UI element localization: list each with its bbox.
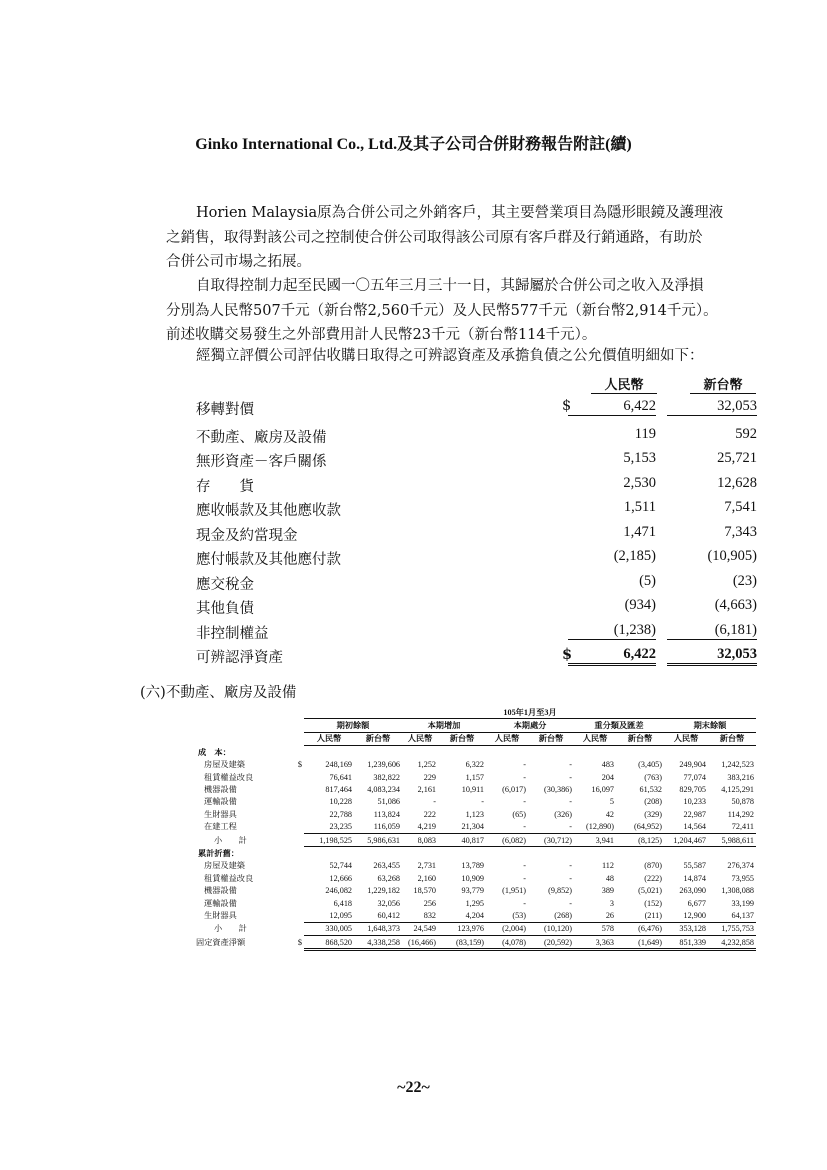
table-cell: 32,056 [377, 898, 400, 908]
table-cell: 383,216 [727, 772, 754, 782]
table-cell: 33,199 [731, 898, 754, 908]
value-twd: (6,181) [667, 622, 757, 640]
table-cell: 50,878 [731, 797, 754, 807]
table-cell: 1,242,523 [721, 760, 754, 770]
table-cell: 3,941 [574, 833, 616, 846]
value-twd: 12,628 [717, 475, 757, 491]
subcolumn-header: 人民幣 [402, 732, 438, 745]
row-label: 可辨認淨資產 [196, 650, 283, 666]
subcolumn-header: 人民幣 [574, 732, 616, 745]
table-cell: (53) [486, 909, 528, 922]
table-cell: 4,232,858 [708, 936, 756, 950]
table-cell: 832 [402, 909, 438, 922]
value-rmb: 6,422 [568, 398, 656, 416]
table-cell: 276,374 [727, 861, 754, 871]
table-cell: (268) [528, 909, 574, 922]
value-twd: 25,721 [717, 450, 757, 466]
table-cell: 2,731 [417, 861, 436, 871]
allocation-row [0, 426, 827, 450]
table-cell: (329) [644, 809, 662, 819]
value-rmb: 2,530 [623, 475, 656, 491]
allocation-row [0, 475, 827, 499]
table-cell: 12,900 [664, 909, 708, 922]
table-cell: 4,338,258 [354, 936, 402, 950]
table-row [196, 884, 756, 896]
table-cell: 1,308,088 [721, 886, 754, 896]
table-cell: 249,904 [679, 760, 706, 770]
currency-symbol [292, 897, 304, 909]
table-cell: 123,976 [438, 922, 486, 935]
currency-symbol [292, 922, 304, 935]
table-cell: 21,304 [438, 821, 486, 834]
ppe-table [196, 706, 756, 951]
table-cell: - [523, 898, 526, 908]
row-label: 小 計 [214, 835, 247, 845]
allocation-row [0, 398, 827, 422]
table-cell: - [523, 861, 526, 871]
table-cell: 817,464 [325, 785, 352, 795]
currency-symbol [292, 884, 304, 896]
row-label: 機器設備 [204, 785, 237, 795]
value-rmb: (1,238) [568, 622, 656, 640]
value-twd: 7,343 [724, 524, 757, 540]
table-cell: 116,059 [354, 821, 402, 834]
table-cell: - [569, 797, 572, 807]
row-label: 房屋及建築 [204, 861, 245, 871]
table-cell: 5,988,611 [708, 833, 756, 846]
table-cell: - [523, 873, 526, 883]
table-cell: 1,198,525 [304, 833, 354, 846]
section-label-row [196, 847, 756, 860]
currency-symbol: $ [297, 938, 302, 948]
row-label: 其他負債 [196, 601, 254, 617]
table-cell: 4,125,291 [721, 785, 754, 795]
table-cell: 13,789 [461, 861, 484, 871]
table-cell: 4,083,234 [367, 785, 400, 795]
currency-symbol [292, 808, 304, 820]
table-cell: 10,228 [329, 797, 352, 807]
table-cell: 22,788 [329, 809, 352, 819]
table-cell: 51,086 [377, 797, 400, 807]
table-cell: 4,219 [402, 821, 438, 834]
table-cell: 4,204 [438, 909, 486, 922]
subcolumn-header: 人民幣 [304, 732, 354, 745]
table-cell: 16,097 [591, 785, 614, 795]
subcolumn-header: 新台幣 [438, 732, 486, 745]
text-line: 經獨立評價公司評估收購日取得之可辨認資產及承擔負債之公允價值明細如下： [196, 348, 704, 364]
value-twd: 32,053 [667, 646, 757, 666]
period-header: 105年1月至3月 [304, 706, 756, 719]
currency-symbol [292, 783, 304, 795]
value-rmb: 6,422 [568, 646, 656, 666]
currency-symbol [292, 821, 304, 834]
allocation-row [0, 450, 827, 474]
section-title: (六)不動產、廠房及設備 [140, 685, 297, 701]
table-cell: 1,648,373 [354, 922, 402, 935]
group-header: 本期處分 [486, 719, 574, 732]
table-cell: 114,292 [727, 809, 754, 819]
table-cell: 382,822 [373, 772, 400, 782]
table-row [196, 821, 756, 834]
currency-symbol [292, 860, 304, 872]
page-title: Ginko International Co., Ltd.及其子公司合併財務報告附註(續) [195, 136, 632, 153]
currency-symbol: $ [562, 646, 573, 663]
table-cell: 330,005 [304, 922, 354, 935]
table-cell: (1,649) [616, 936, 664, 950]
table-cell: 353,128 [664, 922, 708, 935]
table-cell: - [481, 797, 484, 807]
subcolumn-header: 新台幣 [616, 732, 664, 745]
table-cell: - [523, 772, 526, 782]
row-label: 無形資產－客戶關係 [196, 454, 327, 470]
value-rmb: (5) [639, 573, 656, 589]
value-twd: (4,663) [714, 597, 757, 613]
text-line: 之銷售，取得對該公司之控制使合併公司取得該公司原有客戶群及行銷通路，有助於 [166, 229, 703, 246]
table-cell: (5,021) [638, 886, 662, 896]
table-cell: 64,137 [708, 909, 756, 922]
subcolumn-header: 人民幣 [486, 732, 528, 745]
row-label: 房屋及建築 [204, 760, 245, 770]
table-cell: 6,677 [687, 898, 706, 908]
table-cell: (152) [644, 898, 662, 908]
text-line: 分別為人民幣507千元（新台幣2,560千元）及人民幣577千元（新台幣2,914千元）。 [166, 302, 718, 319]
value-twd: 32,053 [667, 398, 757, 416]
table-cell: 868,520 [304, 936, 354, 950]
table-cell: (20,592) [528, 936, 574, 950]
table-cell: - [523, 760, 526, 770]
group-header: 本期增加 [402, 719, 486, 732]
row-label: 租賃權益改良 [204, 772, 254, 782]
subtotal-row [196, 922, 756, 935]
table-cell: 1,239,606 [367, 760, 400, 770]
value-twd: 7,541 [724, 499, 757, 515]
row-label: 非控制權益 [196, 626, 269, 642]
table-cell: (30,386) [544, 785, 572, 795]
page-number: ~22~ [397, 1079, 430, 1096]
allocation-row [0, 524, 827, 548]
table-cell: 1,123 [465, 809, 484, 819]
table-cell: (12,890) [574, 821, 616, 834]
row-label: 運輸設備 [204, 898, 237, 908]
row-label: 應付帳款及其他應付款 [196, 552, 341, 568]
table-cell: - [569, 772, 572, 782]
value-rmb: 1,511 [623, 499, 656, 515]
table-cell: 222 [423, 809, 436, 819]
table-cell: 10,909 [461, 873, 484, 883]
table-cell: (211) [616, 909, 664, 922]
row-label: 小 計 [214, 924, 247, 934]
group-label: 累計折舊： [198, 848, 239, 858]
table-cell: 18,570 [413, 886, 436, 896]
table-cell: 77,074 [683, 772, 706, 782]
table-cell: (8,125) [616, 833, 664, 846]
row-label: 生財器具 [204, 809, 237, 819]
currency-symbol [292, 771, 304, 783]
table-cell: 55,587 [683, 861, 706, 871]
row-label: 運輸設備 [204, 797, 237, 807]
table-cell: - [569, 861, 572, 871]
table-cell: 248,169 [325, 760, 352, 770]
currency-symbol: $ [562, 398, 572, 414]
text-line: 合併公司市場之拓展。 [166, 254, 311, 270]
table-cell: (6,082) [486, 833, 528, 846]
row-label: 應交稅金 [196, 577, 254, 593]
table-cell: 8,083 [402, 833, 438, 846]
section-label-row [196, 746, 756, 759]
group-label: 成 本： [198, 747, 231, 757]
text-line: Horien Malaysia原為合併公司之外銷客戶，其主要營業項目為隱形眼鏡及護理液 [196, 205, 724, 221]
value-rmb: (934) [624, 597, 656, 613]
table-cell: 93,779 [461, 886, 484, 896]
table-cell: 578 [574, 922, 616, 935]
group-header: 期末餘額 [664, 719, 756, 732]
table-cell: 76,641 [329, 772, 352, 782]
table-cell: 1,295 [465, 898, 484, 908]
paragraph-valuation [166, 344, 766, 369]
row-label: 機器設備 [204, 886, 237, 896]
allocation-row [0, 597, 827, 621]
table-row [196, 783, 756, 795]
value-twd: 592 [735, 426, 757, 442]
table-cell: 246,082 [325, 886, 352, 896]
table-row [196, 796, 756, 808]
row-label: 生財器具 [204, 911, 237, 921]
row-label: 租賃權益改良 [204, 873, 254, 883]
table-cell: 263,090 [679, 886, 706, 896]
table-row [196, 909, 756, 922]
table-cell: 829,705 [679, 785, 706, 795]
table-cell: 24,549 [402, 922, 438, 935]
table-cell: 1,252 [417, 760, 436, 770]
value-twd: (10,905) [707, 548, 757, 564]
table-cell: 40,817 [438, 833, 486, 846]
allocation-row [0, 548, 827, 572]
group-header: 重分類及匯差 [574, 719, 664, 732]
table-cell: 851,339 [664, 936, 708, 950]
table-cell: - [569, 898, 572, 908]
table-cell: (326) [554, 809, 572, 819]
table-cell: 10,911 [461, 785, 484, 795]
table-cell: 5,986,631 [354, 833, 402, 846]
table-cell: (4,078) [486, 936, 528, 950]
table-cell: (763) [644, 772, 662, 782]
table-cell: 204 [601, 772, 614, 782]
table-cell: 73,955 [731, 873, 754, 883]
subcolumn-header: 人民幣 [664, 732, 708, 745]
table-cell: 113,824 [373, 809, 400, 819]
table-cell: 48 [605, 873, 614, 883]
table-row [196, 759, 756, 771]
subcolumn-header: 新台幣 [528, 732, 574, 745]
table-cell: 5 [609, 797, 614, 807]
paragraph-results [166, 274, 766, 348]
table-cell: (83,159) [438, 936, 486, 950]
table-cell: - [569, 873, 572, 883]
table-cell: 14,874 [683, 873, 706, 883]
table-cell: - [528, 821, 574, 834]
allocation-row [0, 499, 827, 523]
value-rmb: 1,471 [623, 524, 656, 540]
table-cell: 61,532 [639, 785, 662, 795]
value-rmb: 119 [634, 426, 656, 442]
table-cell: (6,017) [502, 785, 526, 795]
table-cell: (30,712) [528, 833, 574, 846]
table-cell: 6,322 [465, 760, 484, 770]
value-rmb: 5,153 [623, 450, 656, 466]
column-header-twd: 新台幣 [690, 374, 756, 394]
table-cell: 1,157 [465, 772, 484, 782]
table-cell: (65) [512, 809, 526, 819]
table-cell: (2,004) [486, 922, 528, 935]
allocation-row [0, 573, 827, 597]
table-cell: (6,476) [616, 922, 664, 935]
row-label: 存 貨 [196, 479, 254, 495]
currency-symbol [292, 833, 304, 846]
subtotal-row [196, 833, 756, 846]
table-cell: 42 [605, 809, 614, 819]
table-cell: 6,418 [333, 898, 352, 908]
table-row [196, 897, 756, 909]
allocation-row [0, 622, 827, 646]
currency-symbol [292, 909, 304, 922]
currency-symbol: $ [297, 760, 302, 770]
text-line: 前述收購交易發生之外部費用計人民幣23千元（新台幣114千元）。 [166, 327, 597, 343]
row-label: 應收帳款及其他應收款 [196, 503, 341, 519]
row-label: 固定資產淨額 [196, 938, 246, 948]
table-cell: 263,455 [373, 861, 400, 871]
table-cell: 10,233 [683, 797, 706, 807]
table-cell: 60,412 [354, 909, 402, 922]
table-cell: (1,951) [502, 886, 526, 896]
group-header: 期初餘額 [304, 719, 402, 732]
table-cell: 3 [609, 898, 614, 908]
text-line: 自取得控制力起至民國一〇五年三月三十一日，其歸屬於合併公司之收入及淨損 [196, 278, 704, 294]
table-cell: 256 [423, 898, 436, 908]
currency-symbol [292, 872, 304, 884]
table-cell: (3,405) [638, 760, 662, 770]
table-cell: 112 [602, 861, 614, 871]
table-cell: 1,755,753 [708, 922, 756, 935]
row-label: 在建工程 [204, 822, 237, 832]
table-cell: 229 [423, 772, 436, 782]
subcolumn-header: 新台幣 [708, 732, 756, 745]
table-cell: 1,204,467 [664, 833, 708, 846]
table-row [196, 872, 756, 884]
column-header-rmb: 人民幣 [591, 374, 657, 394]
table-cell: 1,229,182 [367, 886, 400, 896]
table-cell: - [433, 797, 436, 807]
table-cell: 26 [574, 909, 616, 922]
table-cell: 2,161 [417, 785, 436, 795]
table-cell: 12,666 [329, 873, 352, 883]
table-cell: - [569, 760, 572, 770]
table-cell: (208) [644, 797, 662, 807]
table-cell: 389 [601, 886, 614, 896]
allocation-row [0, 646, 827, 670]
net-row [196, 936, 756, 950]
value-twd: (23) [732, 573, 757, 589]
table-cell: 23,235 [304, 821, 354, 834]
value-rmb: (2,185) [613, 548, 656, 564]
currency-symbol [292, 796, 304, 808]
table-cell: (16,466) [402, 936, 438, 950]
table-cell: (10,120) [528, 922, 574, 935]
row-label: 現金及約當現金 [196, 528, 298, 544]
table-cell: 483 [601, 760, 614, 770]
table-row [196, 860, 756, 872]
table-cell: (64,952) [616, 821, 664, 834]
table-cell: 2,160 [417, 873, 436, 883]
table-cell: 52,744 [329, 861, 352, 871]
table-cell: (870) [644, 861, 662, 871]
table-cell: 3,363 [574, 936, 616, 950]
table-cell: (222) [644, 873, 662, 883]
table-cell: - [523, 797, 526, 807]
subcolumn-header: 新台幣 [354, 732, 402, 745]
table-cell: 12,095 [304, 909, 354, 922]
row-label: 不動產、廠房及設備 [196, 430, 327, 446]
table-row [196, 771, 756, 783]
table-cell: 72,411 [708, 821, 756, 834]
table-cell: 63,268 [377, 873, 400, 883]
row-label: 移轉對價 [196, 402, 254, 418]
table-cell: (9,852) [548, 886, 572, 896]
table-cell: 22,987 [683, 809, 706, 819]
paragraph-background [166, 201, 766, 275]
table-cell: 14,564 [664, 821, 708, 834]
table-row [196, 808, 756, 820]
table-cell: - [486, 821, 528, 834]
